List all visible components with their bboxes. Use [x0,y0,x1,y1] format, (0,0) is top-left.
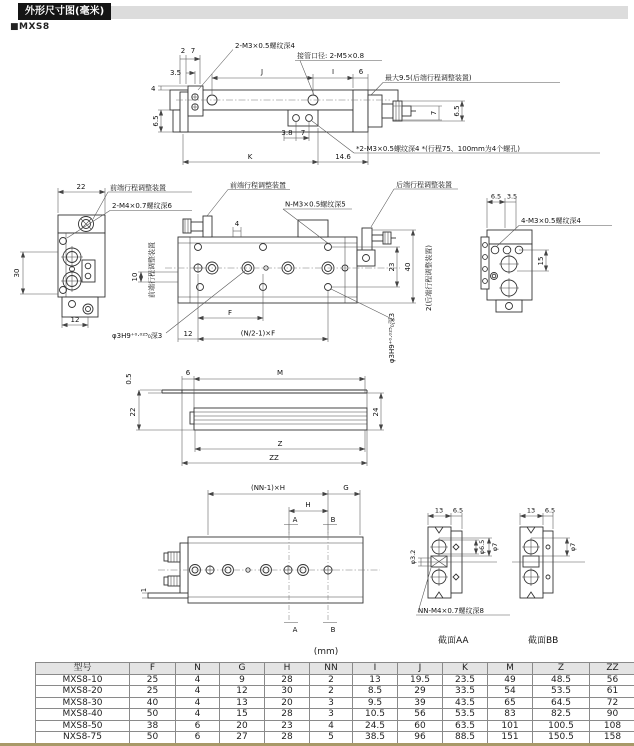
model-cell: MXS8-30 [36,697,130,709]
cylinder-outline [170,86,416,132]
value-cell: 151 [488,732,533,744]
thread-4m3-note: 4-M3×0.5螺纹深4 [521,217,581,225]
dim-22-profile: 22 [129,407,137,417]
dim-3-8: 3.8 [281,129,293,137]
section-aa [409,507,510,647]
dim-phi6-5: φ6.5 [478,539,486,555]
thread-m4-note: 2-M4×0.7螺纹深6 [112,202,172,210]
rear-adjuster-label: 后端行程调整装置 [396,181,452,189]
value-cell: 4 [176,686,220,698]
value-cell: 9.5 [353,697,398,709]
value-cell: 4 [176,697,220,709]
dim-G: G [343,484,349,492]
value-cell: 28 [265,709,310,721]
dim-6-5-right: 6.5 [453,105,461,117]
table-header-cell: I [353,663,398,675]
dim-13-bb: 13 [526,506,536,515]
top-side-view [140,40,634,180]
section-aa-title: 截面AA [438,636,469,646]
value-cell: 30 [265,686,310,698]
value-cell: 8.5 [353,686,398,698]
model-cell: MXS8-50 [36,720,130,732]
model-label: ■MXS8 [10,22,50,32]
value-cell: 13 [353,674,398,686]
value-cell: 33.5 [443,686,488,698]
dim-7b: 7 [300,129,306,137]
profile-outline [162,390,367,430]
value-cell: 101 [488,720,533,732]
dim-7: 7 [190,47,196,55]
value-cell: 54 [488,686,533,698]
dim-13-aa: 13 [434,506,444,515]
value-cell: 56 [398,709,443,721]
section-bb-title: 截面BB [528,636,559,646]
dim-40: 40 [404,262,412,272]
dim-3-5-rv: 3.5 [506,192,518,201]
thread-nnm4-note: NN-M4×0.7螺纹深8 [418,607,484,615]
profile-view [120,362,550,472]
value-cell: 38.5 [353,732,398,744]
dim-6: 6 [358,68,364,76]
dim-K: K [247,153,253,161]
dim-M: M [276,369,284,377]
section-mark-B-top: B [330,516,336,524]
table-row [36,732,634,744]
model-cell: MXS8-20 [36,686,130,698]
dim-J: J [260,68,264,76]
value-cell: 6 [176,732,220,744]
page-title: 外形尺寸图(毫米) [18,3,111,20]
value-cell: 65 [488,697,533,709]
table-header-cell: 型号 [36,663,130,675]
value-cell: 158 [590,732,634,744]
value-cell: 63.5 [443,720,488,732]
value-cell: 60 [398,720,443,732]
value-cell: 5 [310,732,353,744]
dim-30: 30 [13,268,21,278]
value-cell: 82.5 [533,709,590,721]
dim-12b: 12 [183,330,193,338]
value-cell: 72 [590,697,634,709]
value-cell: 43.5 [443,697,488,709]
table-header-cell: H [265,663,310,675]
value-cell: 53.5 [533,686,590,698]
dim-Z: Z [277,440,283,448]
table-header-cell: G [220,663,265,675]
value-cell: 23.5 [443,674,488,686]
value-cell: 64.5 [533,697,590,709]
left-end-view [13,183,192,328]
value-cell: 83 [488,709,533,721]
value-cell: 40 [130,697,176,709]
table-header-cell: N [176,663,220,675]
value-cell: 2 [310,686,353,698]
value-cell: 13 [220,697,265,709]
section-mark-A-top: A [292,516,298,524]
value-cell: 88.5 [443,732,488,744]
value-cell: 56 [590,674,634,686]
value-cell: 24.5 [353,720,398,732]
value-cell: 90 [590,709,634,721]
right-end-view [481,193,612,313]
table-header-cell: M [488,663,533,675]
dim-phi7-bb: φ7 [569,542,577,552]
value-cell: 20 [265,697,310,709]
value-cell: 4 [176,709,220,721]
thread-note-top: 2-M3×0.5螺纹深4 [235,42,295,50]
dim-I: I [331,68,335,76]
dim-23: 23 [388,262,396,272]
value-cell: 27 [220,732,265,744]
bottom-outline [148,537,380,603]
dim-F: F [227,309,233,317]
value-cell: 25 [130,674,176,686]
table-header-cell: J [398,663,443,675]
value-cell: 10.5 [353,709,398,721]
dim-H: H [305,501,311,509]
value-cell: 96 [398,732,443,744]
dim-nf: (N/2-1)×F [240,329,276,338]
value-cell: 150.5 [533,732,590,744]
dim-ZZ: ZZ [269,454,279,462]
dim-10: 10 [131,272,139,282]
dim-6-5-left: 6.5 [152,115,160,127]
dim-14-6: 14.6 [335,153,351,161]
value-cell: 61 [590,686,634,698]
value-cell: 2 [310,674,353,686]
table-header-cell: ZZ [590,663,634,675]
value-cell: 49 [488,674,533,686]
value-cell: 12 [220,686,265,698]
section-bb [512,507,585,647]
dim-7-right: 7 [430,110,438,116]
dim-6-5-bb: 6.5 [544,506,556,515]
value-cell: 100.5 [533,720,590,732]
table-row [36,709,634,721]
front-adjuster-label-left: 前端行程调整装置 [110,184,166,192]
dim-phi3-2: φ3.2 [409,549,417,565]
value-cell: 4 [310,720,353,732]
value-cell: 19.5 [398,674,443,686]
dim-6-5-rv: 6.5 [490,192,502,201]
dim-22: 22 [76,183,86,191]
value-cell: 48.5 [533,674,590,686]
dimension-table [35,662,634,744]
section-mark-A-bottom: A [292,626,298,634]
cross-sections [400,495,634,658]
dim-6-5-aa: 6.5 [452,506,464,515]
dim-6-profile: 6 [185,369,191,377]
value-cell: 50 [130,709,176,721]
model-cell: MXS8-10 [36,674,130,686]
dim-2: 2 [180,47,186,55]
dim-4: 4 [151,85,156,93]
value-cell: 39 [398,697,443,709]
table-row [36,686,634,698]
model-cell: MXS8-40 [36,709,130,721]
model-cell: NXS8-75 [36,732,130,744]
table-header-row [36,663,634,675]
dim-nnh: (NN-1)×H [250,484,286,492]
value-cell: 25 [130,686,176,698]
port-note: 接管口径: 2-M5×0.8 [297,52,365,60]
value-cell: 108 [590,720,634,732]
value-cell: 6 [176,720,220,732]
unit-note: (mm) [313,647,339,657]
value-cell: 23 [265,720,310,732]
dim-4-plan: 4 [234,220,240,228]
dim-12: 12 [70,316,80,324]
rear-adjuster-vertical-label: 2(后端行程调整装置) [425,245,433,311]
table-row [36,674,634,686]
table-row [36,720,634,732]
dim-1: 1 [140,587,148,593]
value-cell: 4 [176,674,220,686]
table-header-cell: F [130,663,176,675]
table-body [36,674,634,743]
value-cell: 3 [310,697,353,709]
value-cell: 38 [130,720,176,732]
value-cell: 28 [265,732,310,744]
table-header-cell: Z [533,663,590,675]
max-stroke-note: 最大9.5(后端行程调整装置) [385,74,472,82]
dim-15: 15 [537,256,545,266]
value-cell: 53.5 [443,709,488,721]
dim-phi7-aa: φ7 [491,542,499,552]
table-row [36,697,634,709]
value-cell: 28 [265,674,310,686]
hole-note-left: φ3H9⁺⁰·⁰²⁵₀深3 [112,332,163,340]
front-adjuster-label: 前端行程调整装置 [230,181,286,190]
dim-24: 24 [372,407,380,417]
value-cell: 50 [130,732,176,744]
thread-nm3-note: N-M3×0.5螺纹深5 [285,200,346,209]
front-adjuster-vertical-label: 前端行程调整装置 [148,242,156,298]
plan-view-group [0,182,634,362]
value-cell: 9 [220,674,265,686]
section-mark-B-bottom: B [330,626,336,634]
table-header-cell: K [443,663,488,675]
bottom-view [140,480,430,658]
value-cell: 3 [310,709,353,721]
table-header-cell: NN [310,663,353,675]
value-cell: 20 [220,720,265,732]
value-cell: 15 [220,709,265,721]
hole-note-right: φ3H9⁺⁰·⁰²⁵₀深3 [388,312,396,364]
thread-note-bottom: *2-M3×0.5螺纹深4 *(行程75、100mm为4个螺孔) [356,145,520,153]
dim-0-5: 0.5 [125,373,133,385]
value-cell: 29 [398,686,443,698]
dim-3-5: 3.5 [170,69,182,77]
